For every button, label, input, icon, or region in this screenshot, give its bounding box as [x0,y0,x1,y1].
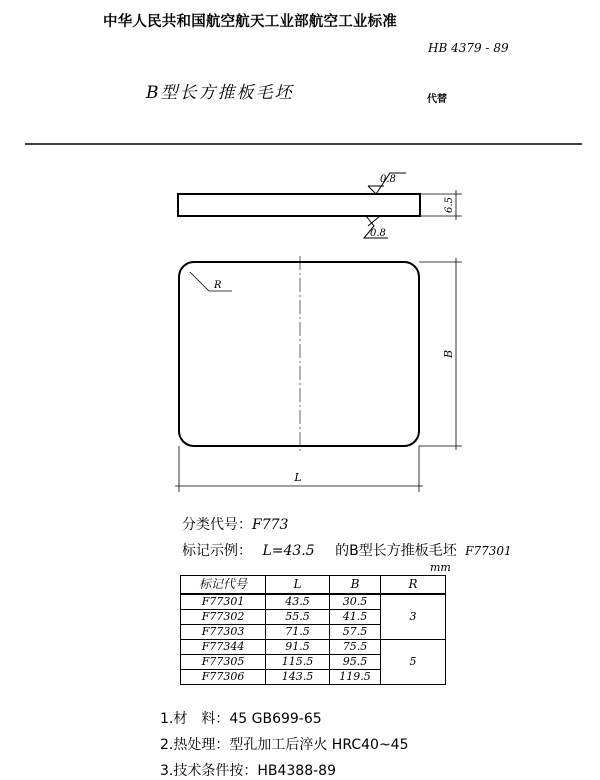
cell-b: 30.5 [330,594,381,610]
cell-code: F77305 [181,655,266,670]
cell-l: 91.5 [266,640,330,655]
surface-finish-bottom-value: 0.8 [370,228,386,239]
length-dimension: L [294,471,302,484]
marking-description: 的B型长方推板毛坯 [335,543,457,559]
header-code: 标记代号 [181,576,266,595]
radius-label: R [214,280,222,291]
cell-l: 71.5 [266,625,330,640]
replaces-label: 代替 [427,94,447,105]
marking-condition: L=43.5 [262,543,315,559]
classification-code [182,514,288,534]
cell-l: 43.5 [266,594,330,610]
marking-example [182,540,512,560]
table-row [181,640,446,655]
width-dimension: B [442,349,455,359]
classification-label: 分类代号： [182,517,252,533]
cell-code: F77301 [181,594,266,610]
cell-l: 115.5 [266,655,330,670]
table-unit: mm [430,561,451,574]
cell-b: 95.5 [330,655,381,670]
cell-r: 3 [381,594,446,640]
note-technical-conditions: 3.技术条件按：HB4388-89 [160,763,336,779]
header-r: R [381,576,446,595]
header-l: L [266,576,330,595]
plan-view [175,256,462,492]
cell-l: 143.5 [266,670,330,685]
note-material: 1.材 料：45 GB699-65 [160,711,322,727]
cell-b: 57.5 [330,625,381,640]
side-view [178,173,462,239]
spec-table [180,575,446,685]
cell-code: F77302 [181,610,266,625]
table-header-row [181,576,446,595]
table-row [181,594,446,610]
document-title: B型长方推板毛坯 [146,83,294,103]
cell-code: F77306 [181,670,266,685]
cell-b: 75.5 [330,640,381,655]
note-heat-treatment: 2.热处理：型孔加工后淬火 HRC40~45 [160,737,409,753]
cell-b: 41.5 [330,610,381,625]
standard-header-title: 中华人民共和国航空航天工业部航空工业标准 [103,14,397,30]
marking-code: F77301 [465,544,512,558]
classification-value: F773 [252,517,289,533]
standard-number: HB 4379 - 89 [428,41,509,55]
cell-b: 119.5 [330,670,381,685]
marking-label: 标记示例： [182,543,252,559]
header-b: B [330,576,381,595]
cell-code: F77303 [181,625,266,640]
surface-finish-top-value: 0.8 [380,174,396,185]
cell-r: 5 [381,640,446,685]
cell-code: F77344 [181,640,266,655]
thickness-dimension: 6.5 [444,197,455,213]
cell-l: 55.5 [266,610,330,625]
